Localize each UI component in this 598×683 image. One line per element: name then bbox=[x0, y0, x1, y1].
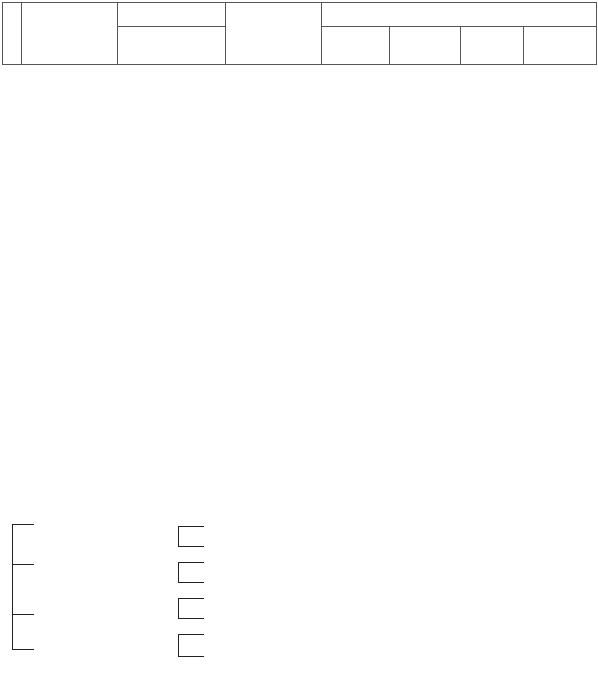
header-fault-2 bbox=[226, 3, 322, 65]
header-heater bbox=[461, 27, 524, 65]
header-damper bbox=[524, 27, 597, 65]
fault-code-table bbox=[2, 2, 597, 65]
header-code-title bbox=[118, 3, 226, 27]
header-fault bbox=[22, 3, 118, 65]
header-no bbox=[3, 3, 22, 65]
led-legend bbox=[0, 510, 598, 683]
header-compressor bbox=[322, 27, 390, 65]
header-code-cols bbox=[118, 27, 226, 65]
header-conditions bbox=[322, 3, 597, 27]
header-fan bbox=[390, 27, 461, 65]
